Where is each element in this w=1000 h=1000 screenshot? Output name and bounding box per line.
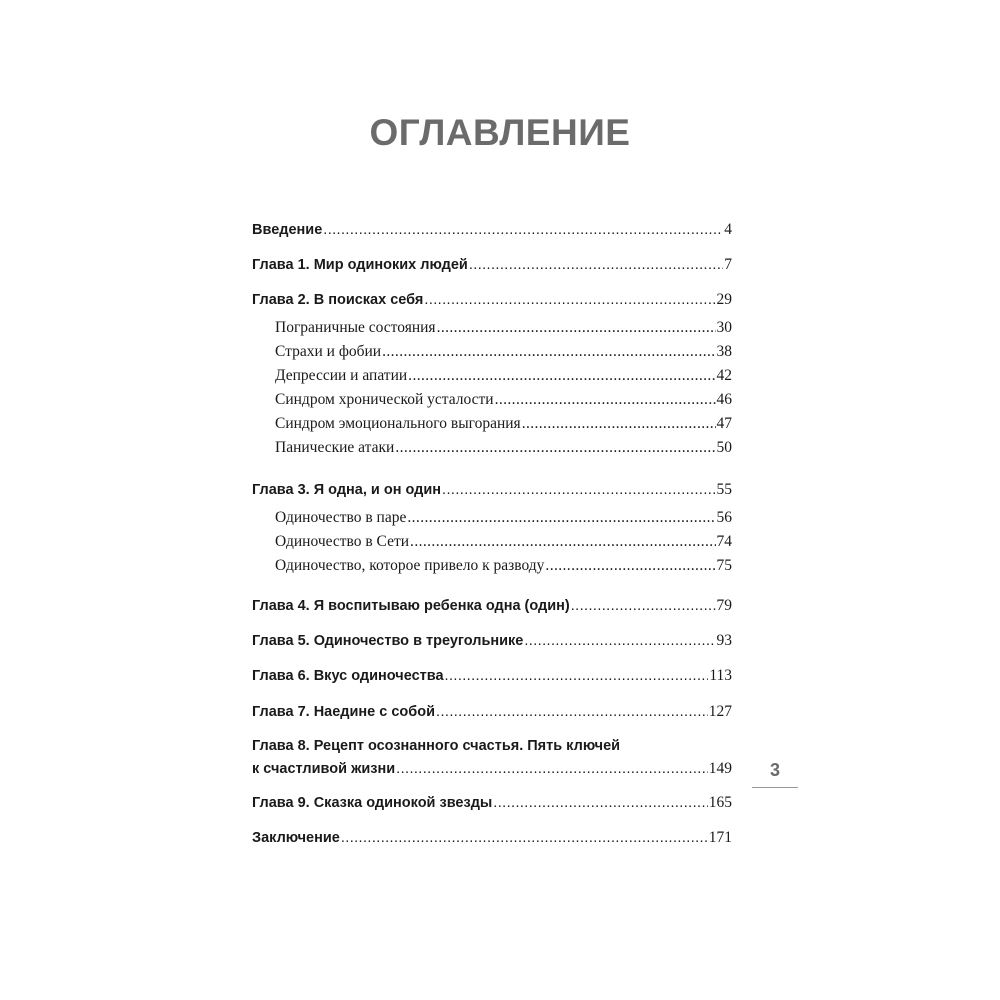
- toc-subentry-label: Депрессии и апатии: [275, 367, 408, 384]
- toc-subentry: [252, 557, 732, 575]
- toc-subentry-page: 50: [716, 439, 732, 456]
- toc-entry-page: 93: [716, 632, 732, 649]
- toc-subentry-label: Страхи и фобии: [275, 343, 382, 360]
- toc-subentry: [252, 367, 732, 385]
- dot-leader: [524, 633, 715, 649]
- toc-subentry-label: Одиночество, которое привело к разводу: [275, 557, 545, 574]
- dot-leader: [341, 830, 708, 846]
- toc-entry-chapter-2: [252, 291, 732, 309]
- toc-subentry: [252, 319, 732, 337]
- dot-leader: [410, 533, 715, 551]
- dot-leader: [323, 222, 723, 238]
- toc-entry-chapter-8-line-1: Глава 8. Рецепт осознанного счастья. Пять ключей: [252, 738, 621, 754]
- dot-leader: [424, 292, 715, 308]
- toc-entry-label: Глава 7. Наедине с собой: [252, 704, 436, 720]
- toc-subentry-label: Синдром хронической усталости: [275, 391, 494, 408]
- dot-leader: [408, 367, 715, 385]
- page-number-rule: [752, 787, 798, 788]
- dot-leader: [396, 761, 708, 777]
- toc-subentry-label: Одиночество в Сети: [275, 533, 410, 550]
- toc-entry-page: 29: [716, 291, 732, 308]
- toc-entry-label: Глава 2. В поисках себя: [252, 292, 424, 308]
- toc-subentry-page: 38: [716, 343, 732, 360]
- toc-entry-intro: [252, 221, 732, 239]
- toc-entry-chapter-9: [252, 794, 732, 812]
- dot-leader: [495, 391, 716, 409]
- toc-entry-label: к счастливой жизни: [252, 761, 396, 777]
- page-title: ОГЛАВЛЕНИЕ: [369, 112, 631, 153]
- toc-entry-page: 171: [708, 829, 732, 846]
- toc-subentry: [252, 415, 732, 433]
- toc-entry-label: Глава 1. Мир одиноких людей: [252, 257, 468, 273]
- toc-subentry: [252, 509, 732, 527]
- dot-leader: [436, 704, 708, 720]
- toc-subentry-page: 56: [716, 509, 732, 526]
- toc-entry-page: 79: [716, 597, 732, 614]
- toc-subentry-page: 74: [716, 533, 732, 550]
- toc-entry-chapter-5: [252, 632, 732, 650]
- toc-entry-chapter-6: [252, 667, 732, 685]
- toc-entry-page: 4: [724, 221, 732, 238]
- toc-entry-label: Заключение: [252, 830, 340, 846]
- toc-entry-label: Глава 5. Одиночество в треугольнике: [252, 633, 524, 649]
- dot-leader: [571, 598, 716, 614]
- dot-leader: [469, 257, 723, 273]
- toc-subentry-page: 30: [716, 319, 732, 336]
- toc-entry-chapter-7: [252, 703, 732, 721]
- dot-leader: [493, 795, 707, 811]
- toc-subentry-page: 46: [716, 391, 732, 408]
- toc-subentry-page: 47: [716, 415, 732, 432]
- toc-entry-chapter-4: [252, 597, 732, 615]
- dot-leader: [545, 557, 715, 575]
- toc-entry-page: 7: [724, 256, 732, 273]
- toc-entry-label: Введение: [252, 222, 323, 238]
- dot-leader: [445, 668, 709, 684]
- toc-entry-page: 113: [709, 667, 732, 684]
- toc-subentry: [252, 439, 732, 457]
- dot-leader: [442, 482, 715, 498]
- toc-subentry-label: Пограничные состояния: [275, 319, 436, 336]
- toc-subentry: [252, 391, 732, 409]
- toc-entry-label: Глава 4. Я воспитываю ребенка одна (один): [252, 598, 570, 614]
- toc-subentry-label: Одиночество в паре: [275, 509, 407, 526]
- toc-subentry-page: 75: [716, 557, 732, 574]
- page-number: 3: [769, 760, 780, 780]
- toc-subentry-label: Панические атаки: [275, 439, 395, 456]
- toc-entry-page: 127: [708, 703, 732, 720]
- toc-entry-conclusion: [252, 829, 732, 847]
- toc-entry-chapter-3: [252, 481, 732, 499]
- dot-leader: [407, 509, 715, 527]
- toc-entry-chapter-8: [252, 760, 732, 778]
- toc-entry-page: 165: [708, 794, 732, 811]
- toc-entry-page: 55: [716, 481, 732, 498]
- dot-leader: [437, 319, 716, 337]
- dot-leader: [395, 439, 715, 457]
- toc-entry-label: Глава 9. Сказка одинокой звезды: [252, 795, 493, 811]
- toc-subentry-label: Синдром эмоционального выгорания: [275, 415, 521, 432]
- toc-entry-chapter-1: [252, 256, 732, 274]
- toc-entry-label: Глава 3. Я одна, и он один: [252, 482, 442, 498]
- toc-entry-page: 149: [708, 760, 732, 777]
- toc-subentry: [252, 343, 732, 361]
- toc-entry-label: Глава 6. Вкус одиночества: [252, 668, 444, 684]
- dot-leader: [522, 415, 716, 433]
- toc-subentry: [252, 533, 732, 551]
- dot-leader: [382, 343, 715, 361]
- toc-subentry-page: 42: [716, 367, 732, 384]
